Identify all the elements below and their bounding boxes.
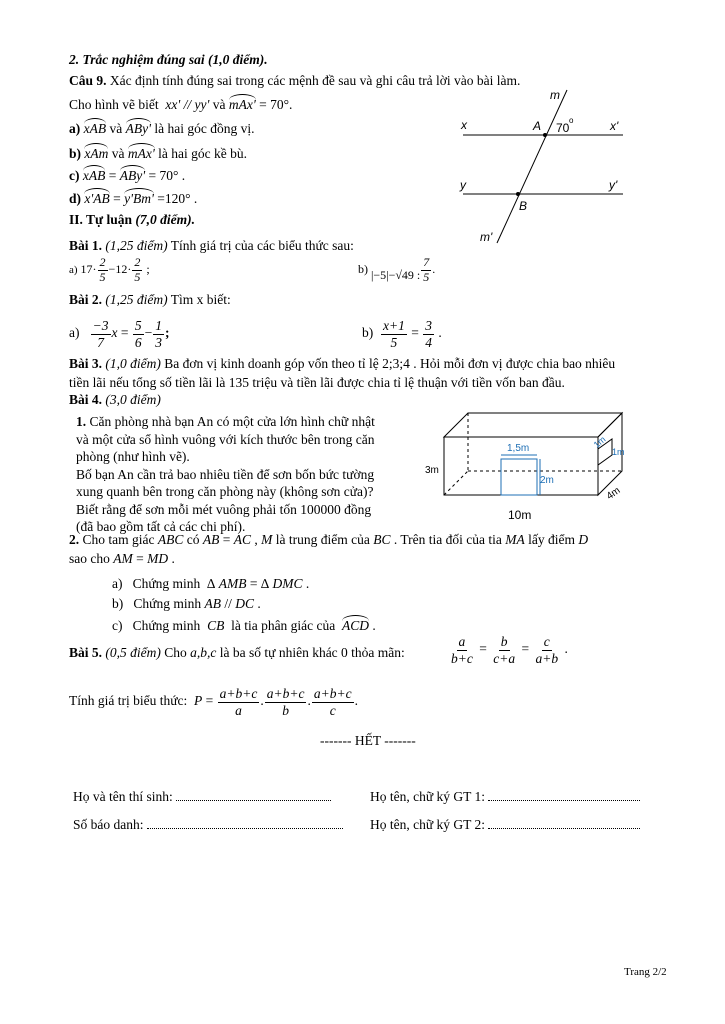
- point-A: [543, 133, 547, 137]
- room-box-figure: [422, 405, 642, 525]
- door-width-label: 1,5m: [507, 443, 530, 454]
- page-number: Trang 2/2: [624, 966, 667, 978]
- door-height-label: 2m: [540, 475, 554, 486]
- bai5-ask: Tính giá trị biểu thức: P = $\frac{a+b+c}{a}$ . $\frac{a+b+c}{b}$ . $\frac{a+b+c}{c}$ .: [69, 686, 358, 718]
- bai5-condition: $\frac{a}{b+c}$ = $\frac{b}{c+a}$ = $\frac{c}{a+b}$ .: [451, 634, 568, 666]
- question-9: [69, 73, 520, 89]
- bai4-part1: 1. Căn phòng nhà bạn An có một cửa lớn hình chữ nhật và một cửa sổ hình vuông với kích thước bên trong căn phòng (như hình vẽ). Bố bạn An cần trả bao nhiêu tiền để sơn bốn bức tường xung quanh bên trong căn phòng này (không sơn cửa)? Biết rằng để sơn mỗi mét vuông phải tốn 100000 đồng (đã bao gồm tất cả các chi phí).: [76, 414, 375, 534]
- label-A: A: [533, 119, 542, 133]
- option-d: d) x'AB = y'Bm' =120° .: [69, 191, 198, 206]
- bai2-b: b) $\frac{x+1}{5}$ = $\frac{3}{4}$ .: [362, 318, 442, 350]
- supervisor2-field: Họ tên, chữ ký GT 2:: [370, 817, 640, 833]
- bai3-line1: Bài 3. (1,0 điểm) Ba đơn vị kinh doanh góp vốn theo tỉ lệ 2;3;4 . Hỏi mỗi đơn vị được chia bao nhiêu: [69, 356, 616, 371]
- bai4-part2-line1: 2. Cho tam giác ABC có AB = AC , M là trung điểm của BC . Trên tia đối của tia MA lấy điểm D: [69, 532, 589, 547]
- bai4-sub-a: a) Chứng minh ∆ AMB = ∆ DMC .: [112, 576, 310, 591]
- student-id-field: Số báo danh:: [73, 817, 343, 833]
- label-deg: o: [569, 116, 574, 125]
- hidden-edge-diagonal: [444, 471, 468, 495]
- label-angle: 70: [556, 121, 570, 135]
- bai4: Bài 4. (3,0 điểm): [69, 392, 161, 407]
- window-height-label: 1m: [612, 447, 625, 457]
- bai3-line2: tiền lãi nếu tổng số tiền lãi là 135 triệu và tiền lãi được chia tỉ lệ thuận với tiền vốn ban đầu.: [69, 375, 565, 390]
- bai5: Bài 5. (0,5 điểm) Cho a,b,c là ba số tự nhiên khác 0 thỏa mãn:: [69, 645, 405, 660]
- point-B: [516, 192, 520, 196]
- label-y: y: [460, 178, 466, 192]
- label-m: m: [550, 88, 560, 102]
- line-mm: [497, 90, 567, 243]
- bai1: Bài 1. (1,25 điểm) Tính giá trị của các biểu thức sau:: [69, 238, 354, 253]
- option-b: b) xAm và mAx' là hai góc kề bù.: [69, 146, 247, 161]
- end-mark: ------- HẾT -------: [320, 733, 416, 748]
- label-x-prime: x': [610, 119, 619, 133]
- label-m-prime: m': [480, 230, 493, 244]
- bai1-a: a) 17· $\frac{2}{5}$ −12· $\frac{2}{5}$ ;: [69, 255, 150, 284]
- bai2-a: a) $\frac{-3}{7}$ x = $\frac{5}{6}$ − $\frac{1}{3}$ ;: [69, 318, 170, 350]
- depth-label: 4m: [604, 485, 623, 503]
- given-math: xx' // yy': [162, 97, 210, 112]
- label-B: B: [519, 199, 528, 213]
- window-width-label: 1m: [591, 434, 608, 450]
- bai4-sub-c: c) Chứng minh CB là tia phân giác của ACD .: [112, 618, 376, 633]
- option-c: c) xAB = ABy' = 70° .: [69, 168, 186, 183]
- label-y-prime: y': [609, 178, 618, 192]
- height-label: 3m: [425, 465, 439, 476]
- box-top: [444, 413, 622, 437]
- q9-given: Cho hình vẽ biết xx' // yy' và mAx' = 70°.: [69, 97, 293, 112]
- supervisor1-field: Họ tên, chữ ký GT 1:: [370, 789, 640, 805]
- door: [501, 459, 537, 495]
- bai2: Bài 2. (1,25 điểm) Tìm x biết:: [69, 292, 231, 307]
- label-x: x: [461, 118, 467, 132]
- section-title: 2. Trắc nghiệm đúng sai (1,0 điểm).: [69, 52, 268, 67]
- angle-mAx: mAx': [228, 97, 256, 112]
- length-label: 10m: [508, 508, 532, 522]
- bai1-b: b) |−5|−√49 : $\frac{7}{5}$ .: [358, 255, 436, 284]
- option-a: a) xAB và ABy' là hai góc đồng vị.: [69, 121, 255, 136]
- bai4-part2-line2: sao cho AM = MD .: [69, 551, 175, 566]
- part2-title: II. Tự luận (7,0 điểm).: [69, 212, 196, 227]
- given-prefix: Cho hình vẽ biết: [69, 97, 159, 112]
- parallel-lines-figure: [455, 85, 630, 245]
- question-text: Xác định tính đúng sai trong các mệnh đề sau và ghi câu trả lời vào bài làm.: [109, 73, 521, 88]
- question-label: Câu 9.: [69, 73, 107, 88]
- bai4-sub-b: b) Chứng minh AB // DC .: [112, 596, 261, 611]
- student-name-field: Họ và tên thí sinh:: [73, 789, 331, 805]
